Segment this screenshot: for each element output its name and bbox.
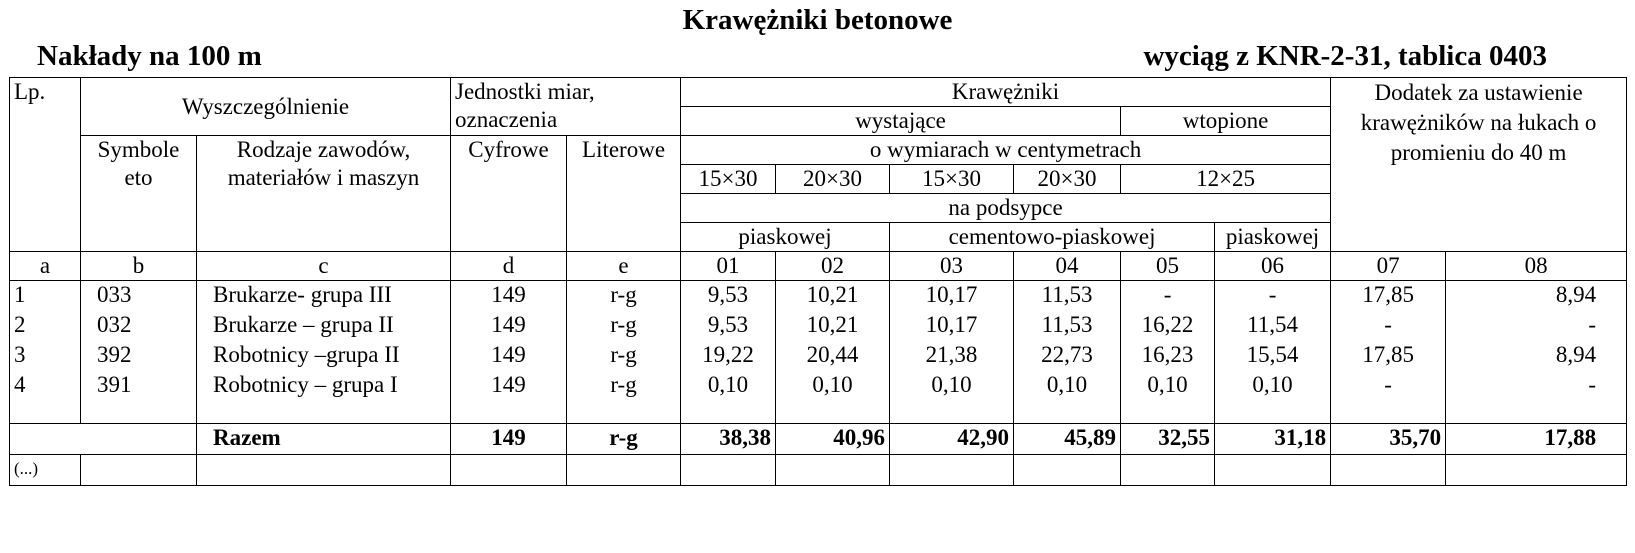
cell-value: 0,10	[1215, 371, 1331, 401]
sum-value: 17,88	[1446, 424, 1627, 455]
cell-symbol: 392	[81, 341, 197, 371]
cell-cyfrowe: 149	[451, 371, 567, 401]
index-cell: d	[451, 252, 567, 281]
cell-value: -	[1121, 281, 1215, 312]
header-dim-5: 12×25	[1121, 165, 1331, 194]
index-cell: 03	[890, 252, 1014, 281]
tail-row	[10, 455, 1627, 486]
cell-value: 0,10	[890, 371, 1014, 401]
cell-lp: 3	[10, 341, 81, 371]
header-dim-3: 15×30	[890, 165, 1014, 194]
header-piaskowej-2: piaskowej	[1215, 223, 1331, 252]
cell-value: 10,17	[890, 281, 1014, 312]
table-row	[10, 281, 1627, 312]
table-row	[10, 371, 1627, 401]
cell-value: 9,53	[681, 311, 776, 341]
sum-row	[10, 424, 1627, 455]
cell-lp: 1	[10, 281, 81, 312]
sum-literowe: r-g	[567, 424, 681, 455]
spacer-row	[10, 401, 1627, 424]
cell-value: -	[1331, 371, 1446, 401]
header-lp: Lp.	[10, 78, 81, 252]
header-jednostki: Jednostki miar, oznaczenia	[451, 78, 681, 136]
index-cell: e	[567, 252, 681, 281]
cell-value: 22,73	[1014, 341, 1121, 371]
header-dim-1: 15×30	[681, 165, 776, 194]
cell-lp: 2	[10, 311, 81, 341]
cell-symbol: 032	[81, 311, 197, 341]
cell-name: Robotnicy –grupa II	[197, 341, 451, 371]
sum-value: 40,96	[776, 424, 890, 455]
index-cell: 07	[1331, 252, 1446, 281]
header-piaskowej-1: piaskowej	[681, 223, 890, 252]
cell-value: -	[1446, 311, 1627, 341]
cell-cyfrowe: 149	[451, 341, 567, 371]
cell-value: 10,21	[776, 311, 890, 341]
table-row	[10, 341, 1627, 371]
header-rodzaje: Rodzaje zawodów, materiałów i maszyn	[197, 136, 451, 252]
tail-ellipsis: (...)	[10, 455, 81, 486]
cell-value: -	[1215, 281, 1331, 312]
cell-name: Robotnicy – grupa I	[197, 371, 451, 401]
cell-value: 11,53	[1014, 311, 1121, 341]
cell-value: 17,85	[1331, 341, 1446, 371]
sum-cyfrowe: 149	[451, 424, 567, 455]
index-cell: a	[10, 252, 81, 281]
cell-literowe: r-g	[567, 341, 681, 371]
header-wystajace: wystające	[681, 107, 1121, 136]
cell-value: 10,17	[890, 311, 1014, 341]
cell-symbol: 033	[81, 281, 197, 312]
header-wymiary: o wymiarach w centymetrach	[681, 136, 1331, 165]
header-symbole: Symbole eto	[81, 136, 197, 252]
table-row	[10, 311, 1627, 341]
sum-value: 38,38	[681, 424, 776, 455]
subtitle-right: wyciąg z KNR-2-31, tablica 0403	[1143, 40, 1547, 72]
norms-table	[9, 77, 1627, 486]
index-cell: 04	[1014, 252, 1121, 281]
header-cyfrowe: Cyfrowe	[451, 136, 567, 252]
cell-value: 0,10	[681, 371, 776, 401]
header-cementowo: cementowo-piaskowej	[890, 223, 1215, 252]
cell-value: 17,85	[1331, 281, 1446, 312]
cell-value: 0,10	[1014, 371, 1121, 401]
cell-literowe: r-g	[567, 281, 681, 312]
cell-value: -	[1331, 311, 1446, 341]
cell-value: 20,44	[776, 341, 890, 371]
cell-cyfrowe: 149	[451, 281, 567, 312]
cell-cyfrowe: 149	[451, 311, 567, 341]
cell-value: -	[1446, 371, 1627, 401]
cell-value: 16,23	[1121, 341, 1215, 371]
header-dodatek: Dodatek za ustawienie krawężników na łukach o promieniu do 40 m	[1331, 78, 1627, 252]
header-dim-2: 20×30	[776, 165, 890, 194]
cell-value: 9,53	[681, 281, 776, 312]
cell-value: 0,10	[776, 371, 890, 401]
cell-value: 0,10	[1121, 371, 1215, 401]
cell-symbol: 391	[81, 371, 197, 401]
header-krawezniki: Krawężniki	[681, 78, 1331, 107]
cell-literowe: r-g	[567, 371, 681, 401]
cell-name: Brukarze- grupa III	[197, 281, 451, 312]
page-title: Krawężniki betonowe	[682, 4, 953, 36]
index-cell: 02	[776, 252, 890, 281]
cell-value: 19,22	[681, 341, 776, 371]
header-wyszczegolnienie: Wyszczególnienie	[81, 78, 451, 136]
sum-value: 31,18	[1215, 424, 1331, 455]
header-wtopione: wtopione	[1121, 107, 1331, 136]
cell-value: 16,22	[1121, 311, 1215, 341]
cell-value: 8,94	[1446, 281, 1627, 312]
cell-value: 11,53	[1014, 281, 1121, 312]
index-cell: 08	[1446, 252, 1627, 281]
header-literowe: Literowe	[567, 136, 681, 252]
cell-value: 11,54	[1215, 311, 1331, 341]
sum-value: 42,90	[890, 424, 1014, 455]
cell-value: 15,54	[1215, 341, 1331, 371]
cell-value: 8,94	[1446, 341, 1627, 371]
sum-empty	[10, 424, 197, 455]
sum-value: 35,70	[1331, 424, 1446, 455]
header-dim-4: 20×30	[1014, 165, 1121, 194]
sum-value: 32,55	[1121, 424, 1215, 455]
cell-lp: 4	[10, 371, 81, 401]
subtitle-left: Nakłady na 100 m	[37, 40, 262, 72]
index-cell: 05	[1121, 252, 1215, 281]
cell-value: 21,38	[890, 341, 1014, 371]
header-podsypka: na podsypce	[681, 194, 1331, 223]
sum-value: 45,89	[1014, 424, 1121, 455]
index-cell: c	[197, 252, 451, 281]
index-cell: 01	[681, 252, 776, 281]
index-cell: b	[81, 252, 197, 281]
sum-label: Razem	[197, 424, 451, 455]
cell-value: 10,21	[776, 281, 890, 312]
cell-name: Brukarze – grupa II	[197, 311, 451, 341]
cell-literowe: r-g	[567, 311, 681, 341]
index-cell: 06	[1215, 252, 1331, 281]
